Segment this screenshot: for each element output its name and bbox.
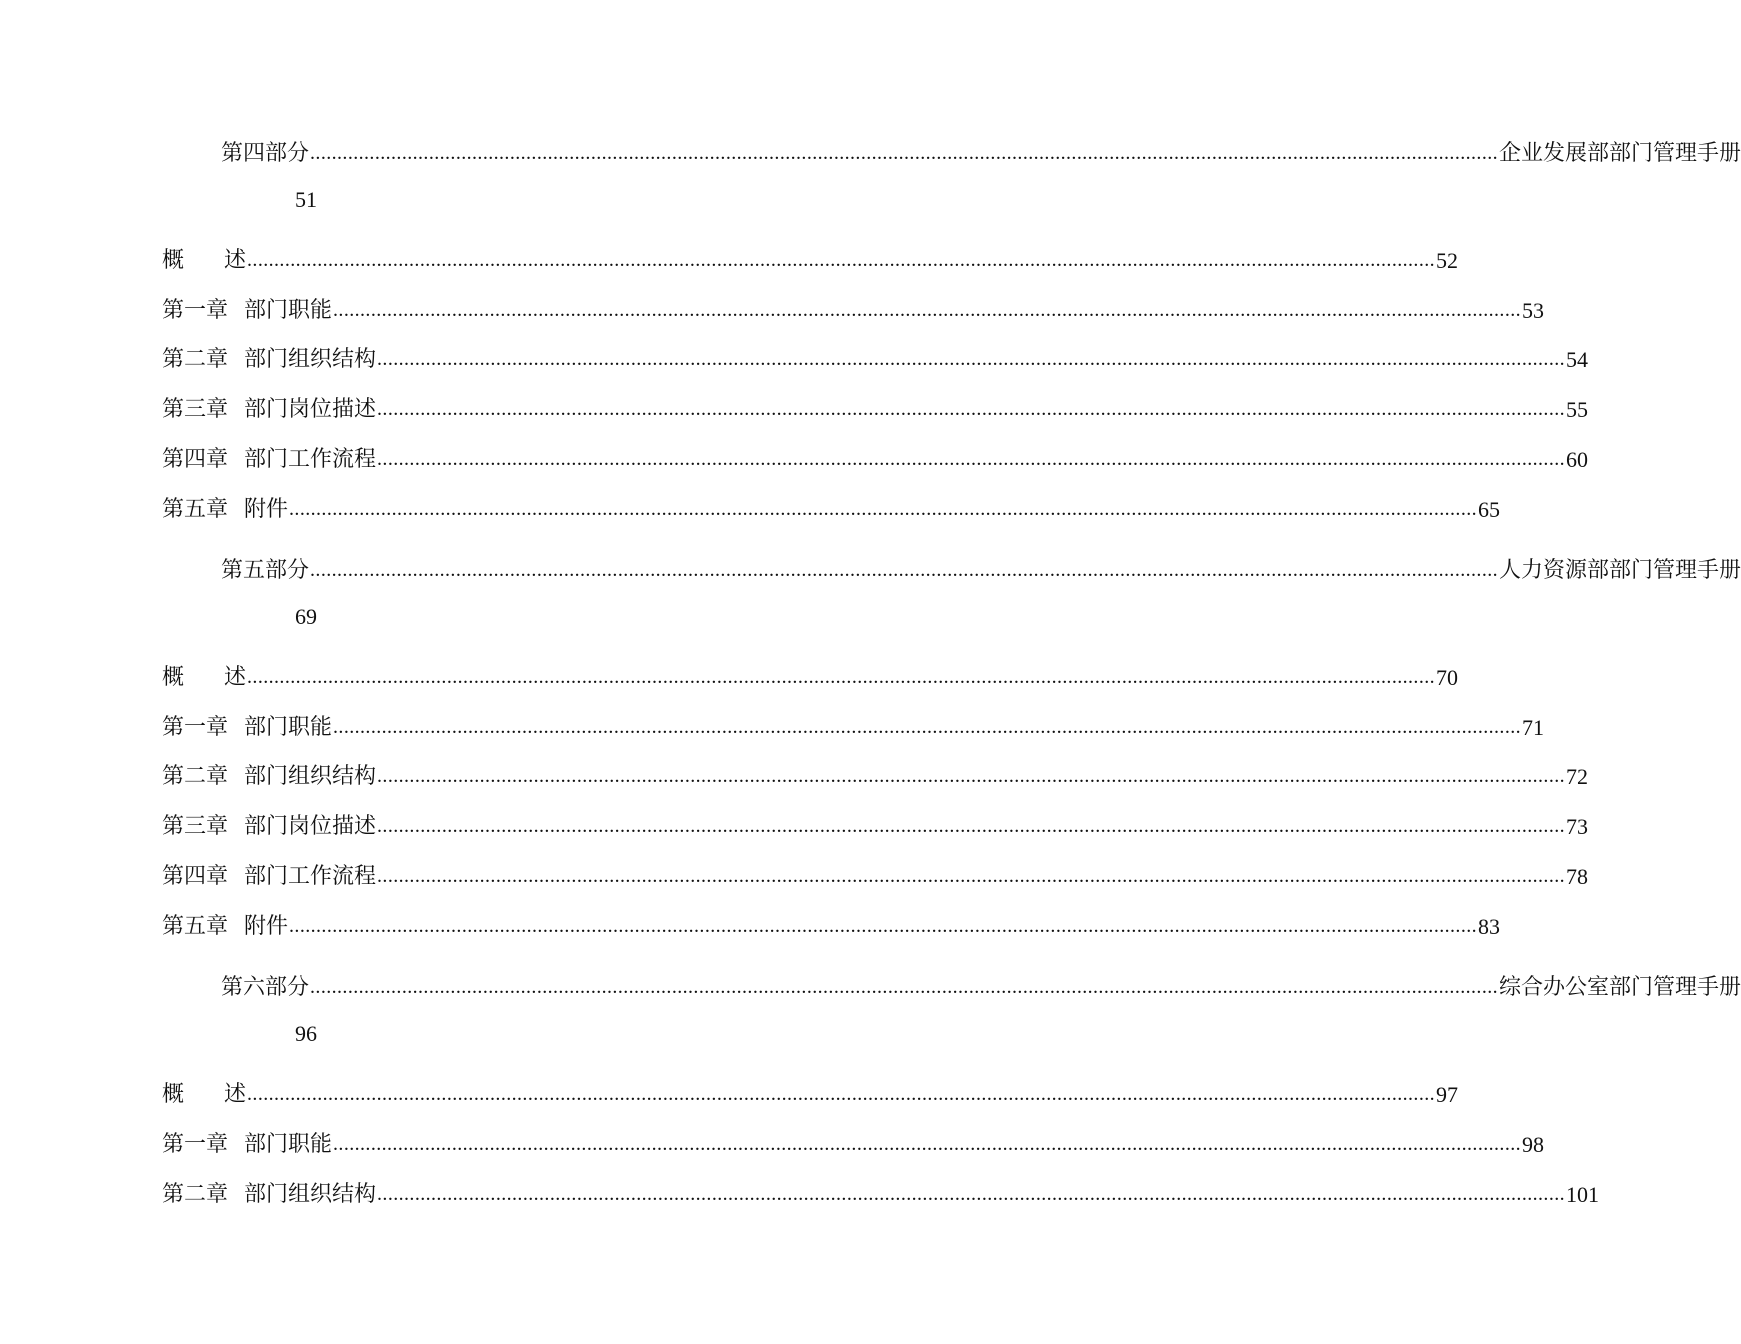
entry-label-a: 概 — [162, 248, 185, 273]
entry-page: 65 — [1478, 497, 1501, 522]
part-title: 第六部分 — [221, 975, 310, 1000]
dot-leader: ............................................................................................................................................................................................................................ — [289, 915, 1478, 937]
dot-leader: ............................................................................................................................................................................................................................ — [377, 1183, 1566, 1205]
entry-label-a: 第五章 — [162, 497, 229, 522]
entry-label-b: 部门职能 — [244, 715, 333, 740]
entry-label — [162, 395, 376, 425]
entry-label — [162, 345, 376, 375]
part-page-number: 51 — [295, 187, 317, 212]
entry-page: 54 — [1566, 347, 1589, 372]
entry-label-a: 第三章 — [162, 814, 229, 839]
entry-label-a: 概 — [162, 665, 185, 690]
toc-entry — [162, 441, 1589, 475]
toc-part-heading — [221, 969, 1741, 1003]
part-title: 第五部分 — [221, 558, 310, 583]
dot-leader: ............................................................................................................................................................................................................................ — [377, 348, 1566, 370]
entry-label-b: 部门职能 — [244, 1132, 333, 1157]
toc-part-heading — [221, 135, 1741, 169]
toc-entry — [162, 709, 1545, 743]
entry-label-a: 第四章 — [162, 864, 229, 889]
dot-leader: ............................................................................................................................................................................................................................ — [377, 398, 1566, 420]
entry-label-a: 第一章 — [162, 1132, 229, 1157]
entry-label — [162, 1180, 376, 1210]
entry-label-a: 第四章 — [162, 447, 229, 472]
toc-entry — [162, 1176, 1600, 1210]
entry-page: 83 — [1478, 914, 1501, 939]
entry-label-b: 部门组织结构 — [244, 1182, 377, 1207]
dot-leader: ............................................................................................................................................................................................................................ — [377, 815, 1566, 837]
toc-entry — [162, 341, 1589, 375]
entry-label-a: 第一章 — [162, 298, 229, 323]
entry-label-a: 第二章 — [162, 1182, 229, 1207]
entry-label — [162, 246, 246, 276]
toc-entry — [162, 808, 1589, 842]
part-page-number: 96 — [295, 1021, 317, 1046]
part-subtitle: 企业发展部部门管理手册 — [1499, 141, 1741, 166]
entry-label-a: 第一章 — [162, 715, 229, 740]
entry-label-b: 部门工作流程 — [244, 864, 377, 889]
entry-label-b: 部门岗位描述 — [244, 397, 377, 422]
dot-leader: ............................................................................................................................................................................................................................ — [247, 249, 1436, 271]
entry-label-b: 部门职能 — [244, 298, 333, 323]
entry-label-b: 附件 — [244, 914, 289, 939]
entry-label-b: 述 — [224, 1082, 247, 1107]
entry-page: 101 — [1566, 1182, 1600, 1207]
entry-label — [162, 862, 376, 892]
entry-label-b: 附件 — [244, 497, 289, 522]
entry-label-a: 第二章 — [162, 347, 229, 372]
dot-leader: ............................................................................................................................................................................................................................ — [377, 448, 1566, 470]
entry-page: 71 — [1522, 715, 1545, 740]
toc-entry — [162, 858, 1589, 892]
dot-leader: ............................................................................................................................................................................................................................ — [333, 1133, 1522, 1155]
entry-label — [162, 912, 288, 942]
entry-page: 98 — [1522, 1132, 1545, 1157]
entry-page: 52 — [1436, 248, 1459, 273]
dot-leader: ............................................................................................................................................................................................................................ — [377, 765, 1566, 787]
toc-entry — [162, 1126, 1545, 1160]
entry-page: 78 — [1566, 864, 1589, 889]
toc-entry — [162, 242, 1459, 276]
dot-leader: ............................................................................................................................................................................................................................ — [310, 559, 1499, 581]
entry-label-b: 部门组织结构 — [244, 347, 377, 372]
toc-entry — [162, 908, 1501, 942]
part-title: 第四部分 — [221, 141, 310, 166]
toc-entry — [162, 491, 1501, 525]
entry-label — [162, 445, 376, 475]
entry-label-b: 部门岗位描述 — [244, 814, 377, 839]
dot-leader: ............................................................................................................................................................................................................................ — [310, 976, 1499, 998]
entry-label-b: 部门组织结构 — [244, 764, 377, 789]
dot-leader: ............................................................................................................................................................................................................................ — [310, 142, 1499, 164]
entry-label — [162, 812, 376, 842]
part-subtitle: 综合办公室部门管理手册 — [1499, 975, 1741, 1000]
entry-label-b: 述 — [224, 248, 247, 273]
part-subtitle: 人力资源部部门管理手册 — [1499, 558, 1741, 583]
dot-leader: ............................................................................................................................................................................................................................ — [333, 299, 1522, 321]
entry-label — [162, 296, 332, 326]
entry-page: 60 — [1566, 447, 1589, 472]
entry-label-a: 第三章 — [162, 397, 229, 422]
toc-entry — [162, 391, 1589, 425]
toc-entry — [162, 292, 1545, 326]
entry-label — [162, 713, 332, 743]
entry-page: 53 — [1522, 298, 1545, 323]
entry-label — [162, 663, 246, 693]
dot-leader: ............................................................................................................................................................................................................................ — [247, 666, 1436, 688]
entry-label-b: 述 — [224, 665, 247, 690]
dot-leader: ............................................................................................................................................................................................................................ — [289, 498, 1478, 520]
toc-entry — [162, 758, 1589, 792]
entry-page: 73 — [1566, 814, 1589, 839]
dot-leader: ............................................................................................................................................................................................................................ — [377, 865, 1566, 887]
entry-label-b: 部门工作流程 — [244, 447, 377, 472]
entry-page: 72 — [1566, 764, 1589, 789]
entry-label — [162, 1130, 332, 1160]
entry-label-a: 第五章 — [162, 914, 229, 939]
toc-entry — [162, 1076, 1459, 1110]
part-page-number: 69 — [295, 604, 317, 629]
entry-page: 97 — [1436, 1082, 1459, 1107]
dot-leader: ............................................................................................................................................................................................................................ — [333, 716, 1522, 738]
dot-leader: ............................................................................................................................................................................................................................ — [247, 1083, 1436, 1105]
entry-label — [162, 762, 376, 792]
entry-page: 55 — [1566, 397, 1589, 422]
entry-label — [162, 495, 288, 525]
entry-label-a: 概 — [162, 1082, 185, 1107]
entry-label-a: 第二章 — [162, 764, 229, 789]
entry-page: 70 — [1436, 665, 1459, 690]
entry-label — [162, 1080, 246, 1110]
toc-part-heading — [221, 552, 1741, 586]
toc-entry — [162, 659, 1459, 693]
